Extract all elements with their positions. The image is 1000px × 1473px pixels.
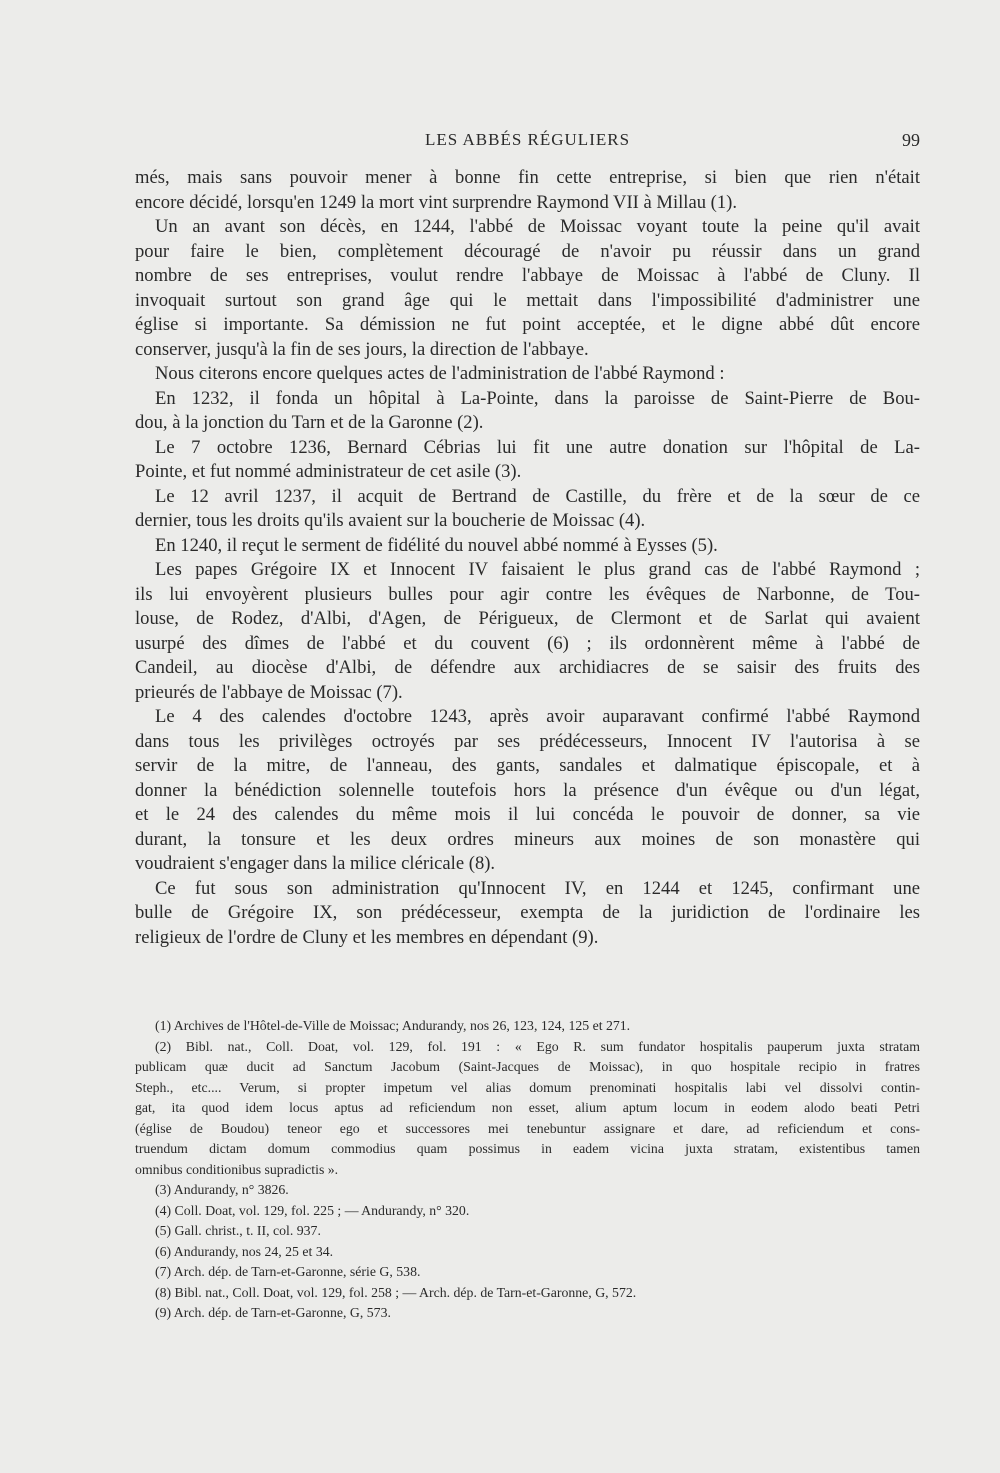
text-line: Un an avant son décès, en 1244, l'abbé de Moissac voyant toute la peine qu'il avait — [155, 216, 920, 237]
text-line: En 1232, il fonda un hôpital à La-Pointe, dans la paroisse de Saint-Pierre de Bou- — [155, 387, 920, 409]
text-line: dou, à la jonction du Tarn et de la Garonne (2). — [135, 412, 484, 433]
page-number: 99 — [902, 130, 920, 150]
text-line: Le 4 des calendes d'octobre 1243, après avoir auparavant confirmé l'abbé Raymond — [155, 706, 920, 727]
text-line: Le 7 octobre 1236, Bernard Cébrias lui fit une autre donation sur l'hôpital de La- — [155, 436, 920, 458]
text-line: servir de la mitre, de l'anneau, des gants, sandales et dalmatique épiscopale, et à — [135, 755, 920, 776]
text-line: et le 24 des calendes du même mois il lui concéda le pouvoir de donner, sa vie — [135, 804, 920, 825]
text-line: nombre de ses entreprises, voulut rendre l'abbaye de Moissac à l'abbé de Cluny. Il — [135, 265, 920, 286]
footnote-line: (4) Coll. Doat, vol. 129, fol. 225 ; — Andurandy, n° 320. — [155, 1202, 470, 1218]
page-header — [135, 128, 920, 156]
footnote-line: Steph., etc.... Verum, si propter impetum vel alias domum prenominati hospitalis labi vel dissolvi contin- — [135, 1079, 920, 1095]
text-line: bulle de Grégoire IX, son prédécesseur, exempta de la juridiction de l'ordinaire les — [135, 902, 920, 923]
footnote-line: gat, ita quod idem locus aptus ad reficiendum non esset, alium aptum locum in eodem alodo beati Petri — [135, 1100, 920, 1115]
body-text — [135, 166, 920, 950]
text-line: usurpé des dîmes de l'abbé et du couvent (6) ; ils ordonnèrent même à l'abbé de — [135, 632, 920, 654]
footnote-line: omnibus conditionibus supradictis ». — [135, 1161, 339, 1177]
footnote-line: (1) Archives de l'Hôtel-de-Ville de Moissac; Andurandy, nos 26, 123, 124, 125 et 271. — [155, 1018, 631, 1033]
text-line: Pointe, et fut nommé administrateur de cet asile (3). — [135, 461, 522, 482]
footnote-line: truendum dictam domum commodius quam possimus in eadem vicina juxta stratam, existentibus tamen — [135, 1141, 920, 1156]
text-line: En 1240, il reçut le serment de fidélité du nouvel abbé nommé à Eysses (5). — [155, 534, 718, 556]
footnotes — [135, 1016, 920, 1324]
text-line: Les papes Grégoire IX et Innocent IV faisaient le plus grand cas de l'abbé Raymond ; — [155, 559, 920, 580]
text-line: église si importante. Sa démission ne fut point acceptée, et le digne abbé dût encore — [135, 314, 920, 335]
footnote-line: (5) Gall. christ., t. II, col. 937. — [155, 1223, 321, 1238]
text-line: ils lui envoyèrent plusieurs bulles pour agir contre les évêques de Narbonne, de Tou- — [135, 583, 920, 605]
text-line: Nous citerons encore quelques actes de l'administration de l'abbé Raymond : — [155, 363, 725, 384]
text-line: pour faire le bien, complètement découragé de n'avoir pu réussir dans un grand — [135, 240, 920, 262]
text-line: prieurés de l'abbaye de Moissac (7). — [135, 681, 403, 703]
footnote-line: (9) Arch. dép. de Tarn-et-Garonne, G, 573. — [155, 1305, 391, 1320]
footnote-line: publicam quæ ducit ad Sanctum Jacobum (Saint-Jacques de Moissac), in quo hospitale recipio in fratres — [135, 1059, 920, 1074]
footnote-line: (2) Bibl. nat., Coll. Doat, vol. 129, fol. 191 : « Ego R. sum fundator hospitalis pauperum juxta stratam — [155, 1038, 920, 1054]
text-line: invoquait surtout son grand âge qui le mettait dans l'impossibilité d'administrer une — [135, 289, 920, 311]
footnote-line: (6) Andurandy, nos 24, 25 et 34. — [155, 1243, 334, 1259]
footnote-line: (3) Andurandy, n° 3826. — [155, 1182, 289, 1197]
text-line: Le 12 avril 1237, il acquit de Bertrand de Castille, du frère et de la sœur de ce — [155, 485, 920, 507]
text-line: més, mais sans pouvoir mener à bonne fin cette entreprise, si bien que rien n'était — [135, 167, 920, 188]
text-line: durant, la tonsure et les deux ordres mineurs aux moines de son monastère qui — [135, 828, 920, 850]
text-line: louse, de Rodez, d'Albi, d'Agen, de Périgueux, de Clermont et de Sarlat qui avaient — [135, 608, 920, 629]
text-line: Ce fut sous son administration qu'Innocent IV, en 1244 et 1245, confirmant une — [155, 877, 920, 899]
text-line: Candeil, au diocèse d'Albi, de défendre aux archidiacres de se saisir des fruits des — [135, 657, 920, 678]
text-line: conserver, jusqu'à la fin de ses jours, la direction de l'abbaye. — [135, 338, 589, 360]
text-line: donner la bénédiction solennelle toutefois hors la présence d'un évêque ou d'un légat, — [135, 779, 920, 801]
footnote-line: (église de Boudou) teneor ego et successores mei tenebuntur assignare et dare, ad reficiendum et cons- — [135, 1120, 920, 1136]
text-line: voudraient s'engager dans la milice cléricale (8). — [135, 853, 496, 874]
running-title: LES ABBÉS RÉGULIERS — [424, 130, 631, 149]
text-line: dernier, tous les droits qu'ils avaient sur la boucherie de Moissac (4). — [135, 510, 646, 531]
footnote-line: (7) Arch. dép. de Tarn-et-Garonne, série G, 538. — [155, 1264, 421, 1279]
text-line: encore décidé, lorsqu'en 1249 la mort vint surprendre Raymond VII à Millau (1). — [135, 191, 737, 213]
text-line: religieux de l'ordre de Cluny et les membres en dépendant (9). — [135, 926, 599, 948]
footnote-line: (8) Bibl. nat., Coll. Doat, vol. 129, fol. 258 ; — Arch. dép. de Tarn-et-Garonne, G, 572. — [155, 1284, 637, 1300]
text-line: dans tous les privilèges octroyés par ses prédécesseurs, Innocent IV l'autorisa à se — [135, 730, 920, 752]
